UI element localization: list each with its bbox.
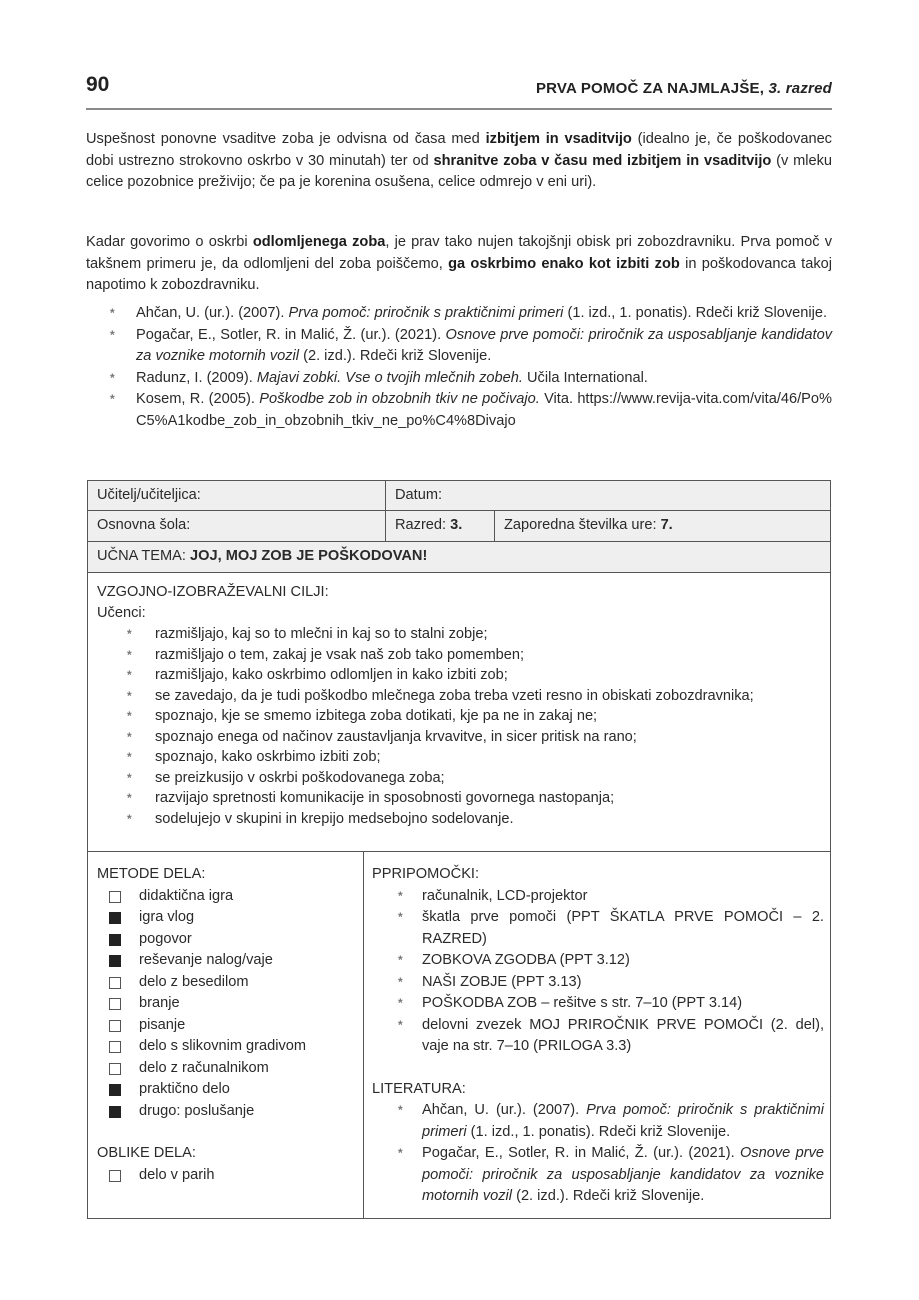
- topic-value: JOJ, MOJ ZOB JE POŠKODOVAN!: [190, 548, 428, 564]
- method-item: [109, 1036, 357, 1058]
- spacer: [97, 1122, 357, 1143]
- goal-text: razmišljajo, kaj so to mlečni in kaj so to stalni zobje;: [155, 626, 488, 642]
- aid-text: delovni zvezek MOJ PRIROČNIK PRVE POMOČI (2. del), vaje na str. 7–10 (PRILOGA 3.3): [422, 1016, 824, 1054]
- lesson-plan-table: [87, 480, 831, 1219]
- checkbox-empty-icon: [109, 1041, 121, 1053]
- checkbox-empty-icon: [109, 1063, 121, 1075]
- aid-text: POŠKODBA ZOB – rešitve s str. 7–10 (PPT 3.14): [422, 995, 743, 1011]
- asterisk-bullet-icon: *: [110, 306, 115, 320]
- date-label: Datum:: [395, 487, 443, 503]
- lesson-number-label: Zaporedna številka ure:: [504, 517, 661, 533]
- aid-item: [398, 993, 824, 1015]
- teacher-label: Učitelj/učiteljica:: [97, 487, 201, 503]
- goal-text: spoznajo enega od načinov zaustavljanja krvavitve, in sicer pritisk na rano;: [155, 728, 637, 745]
- asterisk-bullet-icon: *: [110, 392, 115, 406]
- checkbox-empty-icon: [109, 891, 121, 903]
- paragraph-broken-tooth: [86, 232, 832, 297]
- ref-publisher: Učila International.: [522, 369, 648, 386]
- bold-text: ga oskrbimo enako kot izbiti zob: [448, 255, 680, 272]
- reference-item: [110, 303, 832, 325]
- ref-publisher: Vita. https://www.revija-vita.com/vita/46/Po%C5%A1kodbe_zob_in_obzobnih_tkiv_ne_po%C4%8Divajo: [136, 391, 832, 429]
- lesson-number-value: 7.: [660, 517, 673, 533]
- checkbox-filled-icon: [109, 955, 121, 967]
- method-item: [109, 950, 357, 972]
- asterisk-bullet-icon: *: [398, 1017, 403, 1032]
- goal-text: sodelujejo v skupini in krepijo medsebojno sodelovanje.: [155, 810, 514, 827]
- goal-item: [127, 727, 817, 748]
- ref-title: Poškodbe zob in obzobnih tkiv ne počivajo.: [259, 391, 540, 407]
- running-title: [536, 78, 832, 99]
- lit-publisher: (1. izd., 1. ponatis). Rdeči križ Slovenije.: [466, 1123, 731, 1140]
- text: , je prav tako nujen takojšnji obisk pri zobozdravniku. Prva pomoč v takšnem primeru je, da odlomljeni del zoba poiščemo,: [86, 234, 832, 272]
- aid-item: [398, 886, 824, 908]
- grade-label: Razred:: [395, 517, 451, 533]
- methods-list: [109, 886, 357, 1123]
- literature-heading: LITERATURA:: [372, 1080, 466, 1097]
- grade-value: 3.: [450, 517, 463, 533]
- method-item: [109, 907, 357, 929]
- checkbox-filled-icon: [109, 1106, 121, 1118]
- method-item: [109, 1015, 357, 1037]
- row-teacher-date: [88, 481, 830, 511]
- method-label: delo z računalnikom: [139, 1059, 269, 1076]
- checkbox-empty-icon: [109, 977, 121, 989]
- reference-item: [110, 368, 832, 390]
- goal-item: [127, 809, 817, 830]
- method-item: [109, 972, 357, 994]
- ref-author: Pogačar, E., Sotler, R. in Malić, Ž. (ur.). (2021).: [136, 326, 446, 343]
- asterisk-bullet-icon: *: [127, 668, 132, 682]
- asterisk-bullet-icon: *: [127, 709, 132, 723]
- asterisk-bullet-icon: *: [127, 791, 132, 805]
- date-cell: [385, 481, 832, 510]
- method-label: branje: [139, 995, 180, 1011]
- row-school-grade: [88, 511, 830, 542]
- asterisk-bullet-icon: *: [127, 647, 132, 662]
- asterisk-bullet-icon: *: [398, 974, 403, 989]
- reference-list: [110, 303, 832, 432]
- ref-publisher: (1. izd., 1. ponatis). Rdeči križ Slovenije.: [563, 305, 828, 321]
- text: Uspešnost ponovne vsaditve zoba je odvisna od časa med: [86, 131, 486, 147]
- aids-heading: PPRIPOMOČKI:: [372, 866, 480, 882]
- bold-text: izbitjem in vsaditvijo: [485, 131, 632, 147]
- goals-list: [127, 624, 817, 829]
- method-label: delo z besedilom: [139, 973, 249, 990]
- paragraph-replantation: [86, 129, 832, 194]
- aids-list: [398, 886, 824, 1058]
- running-title-main: PRVA POMOČ ZA NAJMLAJŠE,: [535, 80, 765, 97]
- lit-publisher: (2. izd.). Rdeči križ Slovenije.: [512, 1188, 705, 1204]
- literature-item: [398, 1100, 824, 1143]
- method-label: igra vlog: [139, 909, 195, 925]
- aid-text: škatla prve pomoči (PPT ŠKATLA PRVE POMOČI – 2. RAZRED): [422, 909, 824, 947]
- goal-item: [127, 665, 817, 686]
- aids-literature-section: [372, 864, 824, 1208]
- bold-text: shranitve zoba v času med izbitjem in vsaditvijo: [433, 152, 772, 169]
- grade-cell: [385, 511, 494, 541]
- column-divider: [363, 851, 364, 1218]
- method-item: [109, 886, 357, 908]
- goal-text: se zavedajo, da je tudi poškodbo mlečnega zoba treba vzeti resno in obiskati zobozdravnika;: [155, 687, 754, 704]
- reference-item: [110, 389, 832, 432]
- asterisk-bullet-icon: *: [127, 688, 132, 703]
- aid-text: NAŠI ZOBJE (PPT 3.13): [422, 973, 582, 990]
- ref-title: Osnove prve pomoči: priročnik za usposabljanje kandidatov za voznike motornih vozil: [136, 326, 832, 364]
- asterisk-bullet-icon: *: [398, 1146, 403, 1160]
- lit-title: Osnove prve pomoči: priročnik za usposabljanje kandidatov za voznike motornih vozil: [422, 1145, 824, 1204]
- lit-author: Ahčan, U. (ur.). (2007).: [422, 1102, 587, 1118]
- bold-text: odlomljenega zoba: [252, 234, 386, 250]
- aid-item: [398, 972, 824, 994]
- forms-list: [109, 1165, 357, 1187]
- lesson-number-cell: [494, 511, 832, 541]
- ref-author: Radunz, I. (2009).: [136, 369, 257, 386]
- checkbox-filled-icon: [109, 912, 121, 924]
- goal-item: [127, 768, 817, 789]
- text: (idealno je, če poškodovanec dobi ustrezno strokovno oskrbo v 30 minutah) ter od: [86, 131, 832, 169]
- method-label: pogovor: [139, 930, 192, 947]
- goal-item: [127, 645, 817, 666]
- asterisk-bullet-icon: *: [127, 811, 132, 826]
- checkbox-filled-icon: [109, 1084, 121, 1096]
- checkbox-empty-icon: [109, 1170, 121, 1182]
- method-label: didaktična igra: [139, 887, 234, 904]
- text: Kadar govorimo o oskrbi: [86, 234, 253, 250]
- method-label: reševanje nalog/vaje: [139, 952, 273, 968]
- goals-section: [97, 582, 817, 829]
- method-item: [109, 1058, 357, 1080]
- school-label: Osnovna šola:: [97, 517, 191, 533]
- row-topic: [88, 542, 830, 573]
- aid-item: [398, 907, 824, 950]
- literature-item: [398, 1143, 824, 1208]
- goal-text: razmišljajo o tem, zakaj je vsak naš zob tako pomemben;: [155, 646, 525, 663]
- asterisk-bullet-icon: *: [127, 729, 132, 744]
- aid-item: [398, 1015, 824, 1058]
- methods-section: [97, 864, 357, 1186]
- page-number: 90: [86, 73, 110, 96]
- ref-title: Majavi zobki. Vse o tvojih mlečnih zobeh.: [256, 369, 523, 386]
- method-item: [109, 1101, 357, 1123]
- topic-cell: [88, 542, 832, 572]
- checkbox-empty-icon: [109, 1020, 121, 1032]
- method-label: praktično delo: [139, 1081, 230, 1097]
- goal-text: spoznajo, kako oskrbimo izbiti zob;: [155, 749, 381, 765]
- school-cell: [88, 511, 385, 541]
- checkbox-empty-icon: [109, 998, 121, 1010]
- asterisk-bullet-icon: *: [110, 370, 115, 385]
- topic-label: UČNA TEMA:: [97, 548, 190, 564]
- method-item: [109, 993, 357, 1015]
- goal-text: spoznajo, kje se smemo izbitega zoba dotikati, kje pa ne in zakaj ne;: [155, 708, 598, 724]
- teacher-cell: [88, 481, 385, 510]
- ref-author: Kosem, R. (2005).: [136, 391, 260, 407]
- goal-item: [127, 747, 817, 768]
- asterisk-bullet-icon: *: [127, 627, 132, 641]
- ref-title: Prva pomoč: priročnik s praktičnimi primeri: [288, 305, 564, 321]
- method-label: pisanje: [139, 1016, 186, 1033]
- running-title-grade: 3. razred: [764, 80, 832, 97]
- lit-author: Pogačar, E., Sotler, R. in Malić, Ž. (ur.). (2021).: [422, 1145, 740, 1161]
- goals-subheading: Učenci:: [97, 605, 146, 621]
- method-item: [109, 1079, 357, 1101]
- checkbox-filled-icon: [109, 934, 121, 946]
- goal-item: [127, 788, 817, 809]
- reference-item: [110, 325, 832, 368]
- text: in poškodovanca takoj napotimo k zobozdravniku.: [86, 255, 833, 293]
- aid-text: računalnik, LCD-projektor: [422, 887, 588, 904]
- goal-item: [127, 686, 817, 707]
- asterisk-bullet-icon: *: [127, 770, 132, 785]
- goal-text: razvijajo spretnosti komunikacije in sposobnosti govornega nastopanja;: [155, 790, 615, 806]
- asterisk-bullet-icon: *: [127, 750, 132, 764]
- asterisk-bullet-icon: *: [398, 996, 403, 1010]
- method-label: delo s slikovnim gradivom: [139, 1038, 307, 1054]
- aid-text: ZOBKOVA ZGODBA (PPT 3.12): [422, 952, 630, 968]
- asterisk-bullet-icon: *: [398, 953, 403, 967]
- asterisk-bullet-icon: *: [398, 910, 403, 924]
- lit-title: Prva pomoč: priročnik s praktičnimi primeri: [422, 1102, 824, 1140]
- goal-text: se preizkusijo v oskrbi poškodovanega zoba;: [155, 769, 445, 786]
- goal-item: [127, 624, 817, 645]
- goal-item: [127, 706, 817, 727]
- goal-text: razmišljajo, kako oskrbimo odlomljen in kako izbiti zob;: [155, 667, 508, 683]
- form-label: delo v parih: [139, 1166, 215, 1183]
- method-label: drugo: poslušanje: [139, 1102, 255, 1119]
- page-header: [86, 74, 832, 110]
- methods-heading: METODE DELA:: [97, 866, 206, 882]
- forms-heading: OBLIKE DELA:: [97, 1145, 196, 1161]
- spacer: [372, 1058, 824, 1079]
- ref-publisher: (2. izd.). Rdeči križ Slovenije.: [299, 348, 492, 364]
- asterisk-bullet-icon: *: [398, 1103, 403, 1117]
- form-item: [109, 1165, 357, 1187]
- asterisk-bullet-icon: *: [398, 888, 403, 903]
- ref-author: Ahčan, U. (ur.). (2007).: [136, 305, 289, 321]
- literature-list: [398, 1100, 824, 1208]
- aid-item: [398, 950, 824, 972]
- goals-heading: VZGOJNO-IZOBRAŽEVALNI CILJI:: [97, 584, 329, 600]
- text: (v mleku celice pozobnice preživijo; če pa je korenina osušena, celice odmrejo v eni uri).: [86, 152, 833, 190]
- asterisk-bullet-icon: *: [110, 327, 115, 342]
- method-item: [109, 929, 357, 951]
